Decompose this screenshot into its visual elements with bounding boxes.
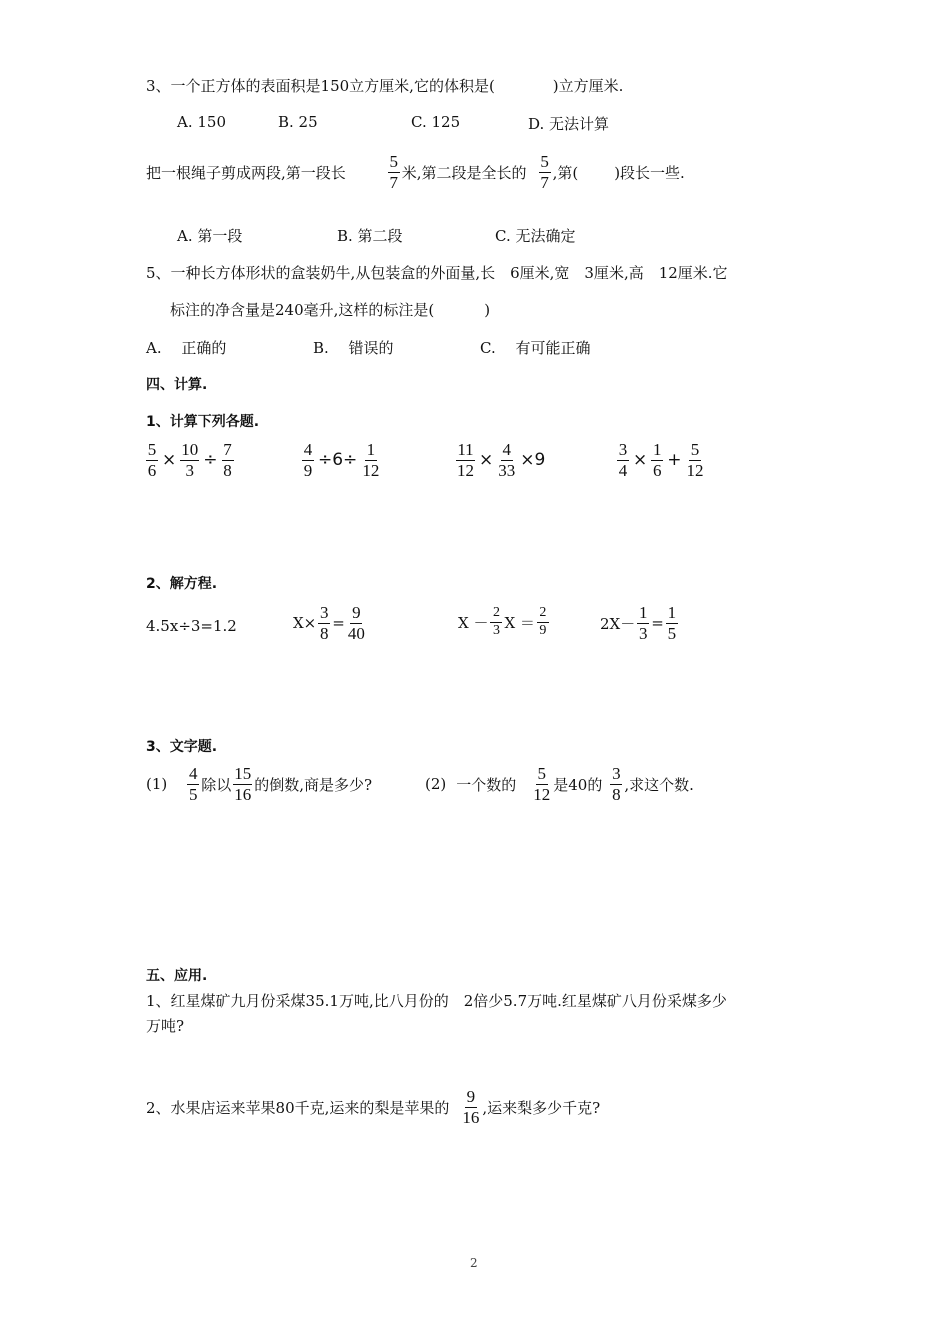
q5-option-c: C. 有可能正确 xyxy=(480,339,591,357)
equation-3: X － $\frac{2}{3}$ X ＝ $\frac{2}{9}$ xyxy=(458,606,551,638)
application-1-line1: 1、红星煤矿九月份采煤35.1万吨,比八月份的 2倍少5.7万吨.红星煤矿八月份采煤多少 xyxy=(146,992,727,1010)
section-title-application: 五、应用. xyxy=(146,968,208,984)
q3-option-d: D. 无法计算 xyxy=(528,115,610,133)
expression-4: $\frac{3}{4}$ × $\frac{1}{6}$ + $\frac{5}{12}$ xyxy=(618,440,704,480)
fraction: $\frac{5}{7}$ xyxy=(389,152,399,192)
q4-option-b: B. 第二段 xyxy=(337,227,403,245)
page-number: 2 xyxy=(470,1256,478,1270)
q5-line1: 5、一种长方体形状的盒装奶牛,从包装盒的外面量,长 6厘米,宽 3厘米,高 12厘米.它 xyxy=(146,264,728,282)
q5-option-b: B. 错误的 xyxy=(313,339,394,357)
q3-option-b: B. 25 xyxy=(278,113,318,131)
subsection-title-compute: 1、计算下列各题. xyxy=(146,414,260,430)
section-title-calc: 四、计算. xyxy=(146,377,208,393)
subsection-title-equations: 2、解方程. xyxy=(146,576,218,592)
word-problem-2: (2) 一个数的 $\frac{5}{12}$ 是40的 $\frac{3}{8}$ ,求这个数. xyxy=(425,764,694,804)
equation-1: 4.5x÷3=1.2 xyxy=(146,617,237,635)
q4-option-a: A. 第一段 xyxy=(177,227,243,245)
expression-3: $\frac{11}{12}$ × $\frac{4}{33}$ ×9 xyxy=(457,440,546,480)
equation-4: 2X－ $\frac{1}{3}$ = $\frac{1}{5}$ xyxy=(600,603,677,643)
q3-option-c: C. 125 xyxy=(411,113,461,131)
q5-line2: 标注的净含量是240毫升,这样的标注是( ) xyxy=(170,301,491,319)
expression-1: $\frac{5}{6}$ × $\frac{10}{3}$ ÷ $\frac{7}{8}$ xyxy=(147,440,232,480)
q3-stem: 3、一个正方体的表面积是150立方厘米,它的体积是( )立方厘米. xyxy=(146,77,624,95)
q5-option-a: A. 正确的 xyxy=(146,339,227,357)
q4-option-c: C. 无法确定 xyxy=(495,227,576,245)
q3-option-a: A. 150 xyxy=(177,113,226,131)
expression-2: $\frac{4}{9}$ ÷6÷ $\frac{1}{12}$ xyxy=(303,440,380,480)
q4-stem: 把一根绳子剪成两段,第一段长 $\frac{5}{7}$ 米,第二段是全长的 $\frac{5}{7}$ ,第( )段长一些. xyxy=(146,152,685,192)
equation-2: X× $\frac{3}{8}$ = $\frac{9}{40}$ xyxy=(293,603,365,643)
subsection-title-word-problems: 3、文字题. xyxy=(146,739,218,755)
fraction: $\frac{5}{7}$ xyxy=(540,152,549,192)
word-problem-1: (1) $\frac{4}{5}$ 除以 $\frac{15}{16}$ 的倒数,商是多少? xyxy=(146,764,373,804)
application-1-line2: 万吨? xyxy=(146,1017,185,1035)
application-2: 2、水果店运来苹果80千克,运来的梨是苹果的 $\frac{9}{16}$ ,运来梨多少千克? xyxy=(146,1087,601,1127)
